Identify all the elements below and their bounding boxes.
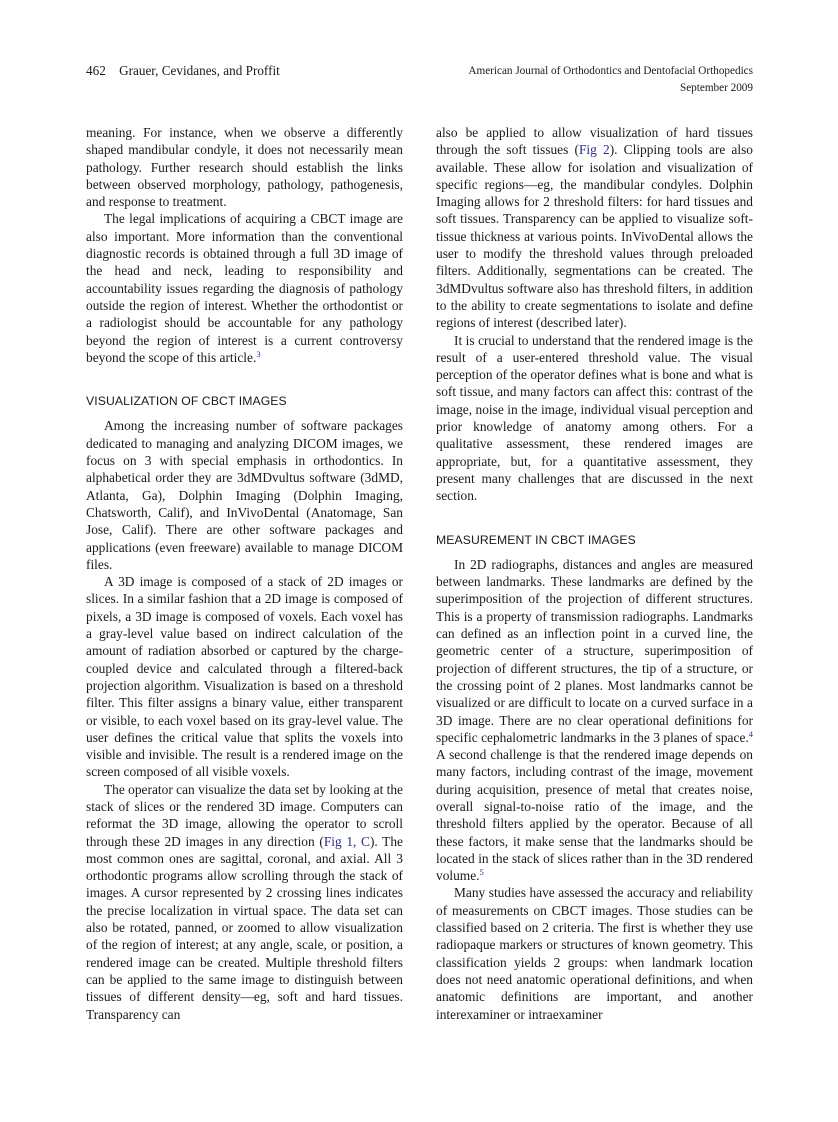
figure-link[interactable]: Fig 1, C <box>323 833 370 849</box>
paragraph-text: The legal implications of acquiring a CBCT image are also important. More information than the conventional diagnostic records is obtained through a full 3D image of the head and neck, leading to responsibility and accountability issues regarding the diagnosis of pathology outside the region of interest. Whether the orthodontist or a radiologist should be accountable for any pathology beyond the region of interest is a current controversy beyond the scope of this article. <box>86 211 403 365</box>
paragraph <box>86 210 403 366</box>
issue-date: September 2009 <box>679 82 753 94</box>
paragraph: It is crucial to understand that the rendered image is the result of a user-entered threshold value. The visual perception of the operator defines what is bone and what is soft tissue, and many factors can affect this: contrast of the image, noise in the image, individual visual perception and prior knowledge of anatomy among others. For a qualitative assessment, these rendered images are appropriate, but, for a quantitative assessment, they present many challenges that are discussed in the next section. <box>436 332 753 504</box>
running-header-left <box>86 63 280 79</box>
paragraph <box>436 124 753 332</box>
paragraph-text: ). The most common ones are sagittal, coronal, and axial. All 3 orthodontic programs allow scrolling through the stack of images. A cursor represented by 2 crossing lines indicates the precise localization in virtual space. The data set can also be rotated, panned, or zoomed to allow visualization of the region of interest; at any angle, scale, or position, a rendered image can be created. Multiple threshold filters can be applied to the same image to distinguish between tissues of different density—eg, soft and hard tissues. Transparency can <box>86 833 403 1022</box>
citation-ref[interactable]: 5 <box>479 867 484 878</box>
section-heading-measurement: MEASUREMENT IN CBCT IMAGES <box>436 532 636 547</box>
paragraph: Among the increasing number of software packages dedicated to managing and analyzing DICOM images, we focus on 3 with special emphasis in orthodontics. In alphabetical order they are 3dMDvultus software (3dMD, Atlanta, Ga), Dolphin Imaging (Dolphin Imaging, Chatsworth, Calif), and InVivoDental (Anatomage, San Jose, Calif). There are other software packages and applications (even freeware) available to manage DICOM files. <box>86 418 403 572</box>
paragraph-text: In 2D radiographs, distances and angles are measured between landmarks. These landmarks are defined by the superimposition of the projection of different structures. This is a property of transmission radiographs. Landmarks can defined as an inflection point in a curved line, the geometric center of a structure, superimposition of projection of different structures, the tip of a structure, or the crossing point of 2 planes. Most landmarks cannot be visualized or are difficult to locate on a curved surface in a 3D image. There are no clear operational definitions for specific cephalometric landmarks in the 3 planes of space. <box>436 556 753 745</box>
paragraph: Many studies have assessed the accuracy and reliability of measurements on CBCT images. Those studies can be classified based on 2 criteria. The first is whether they use radiopaque markers or structures of known geometry. This classification yields 2 groups: when landmark location does not need anatomic operational definitions, and when anatomic definitions are important, and another interexaminer or intraexaminer <box>436 885 753 1022</box>
paragraph-text: A second challenge is that the rendered image depends on many factors, including contrast of the image, movement during acquisition, presence of metal that creates noise, overall signal-to-noise ratio of the image, and the threshold filters applied by the operator. Because of all these factors, it make sense that the landmarks should be located in the stack of slices rather than in the 3D rendered volume. <box>436 747 753 884</box>
paragraph <box>86 781 403 1023</box>
figure-link[interactable]: Fig 2 <box>578 142 610 158</box>
paragraph-text: ). Clipping tools are also available. These allow for isolation and visualization of specific regions—eg, the mandibular condyles. Dolphin Imaging allows for 2 threshold filters: for hard tissues and soft tissues. Transparency can be applied to visualize soft-tissue thickness at various points. InVivoDental allows the user to modify the threshold values through preloaded filters. Additionally, segmentations can be created. The 3dMDvultus software also has threshold filters, in addition to the ability to create segmentations to isolate and define regions of interest (described later). <box>436 142 754 331</box>
paragraph: A 3D image is composed of a stack of 2D images or slices. In a similar fashion that a 2D image is composed of pixels, a 3D image is composed of voxels. Each voxel has a gray-level value based on indirect calculation of the amount of radiation absorbed or captured by the charge-coupled device and calculated through a filtered-back projection algorithm. Visualization is based on a threshold filter. This filter assigns a binary value, either transparent or visible, to each voxel based on its gray-level value. The user defines the critical value that splits the voxels into visible and invisible. The result is a rendered image on the screen composed of all visible voxels. <box>86 574 403 780</box>
left-column <box>86 124 403 1023</box>
paragraph-text: also be applied to allow visualization of hard tissues through the soft tissues ( <box>436 125 753 158</box>
citation-ref[interactable]: 3 <box>256 348 261 359</box>
running-header-right <box>468 63 753 97</box>
citation-ref[interactable]: 4 <box>748 728 753 739</box>
page-number: 462 <box>86 63 106 78</box>
paragraph <box>436 556 753 885</box>
journal-title: American Journal of Orthodontics and Dentofacial Orthopedics <box>468 65 753 77</box>
paragraph: meaning. For instance, when we observe a differently shaped mandibular condyle, it does not necessarily mean pathology. Further research should establish the links between observed morphology, pathology, pathogenesis, and response to treatment. <box>86 125 403 210</box>
section-heading-visualization: VISUALIZATION OF CBCT IMAGES <box>86 394 287 409</box>
right-column <box>436 124 753 1023</box>
authors: Grauer, Cevidanes, and Proffit <box>119 63 280 78</box>
paragraph-text: The operator can visualize the data set by looking at the stack of slices or the rendered 3D image. Computers can reformat the 3D image, allowing the operator to scroll through these 2D images in any direction ( <box>86 781 403 849</box>
